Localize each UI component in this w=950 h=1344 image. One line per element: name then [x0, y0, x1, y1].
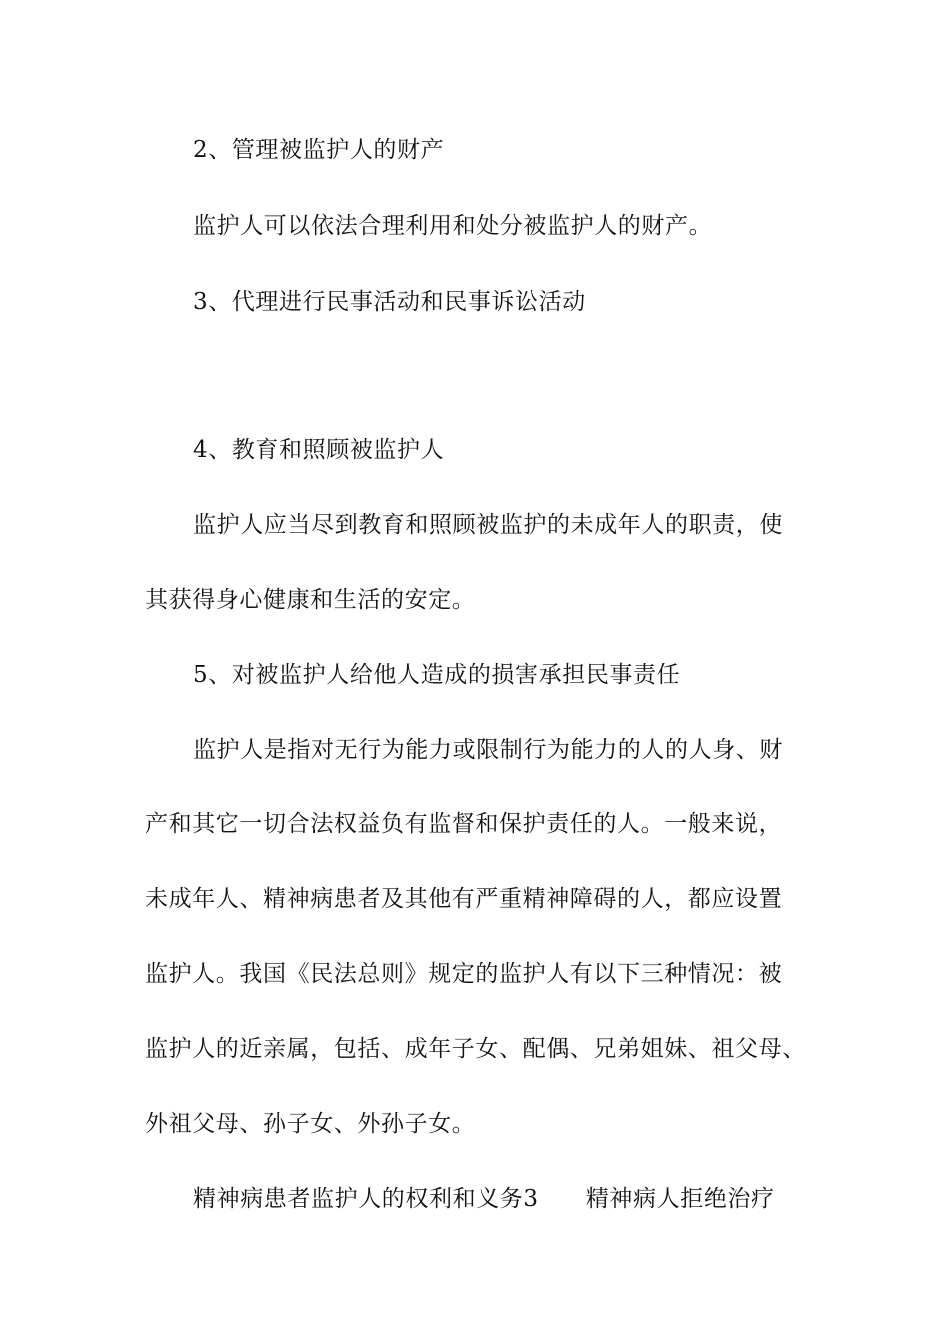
paragraph-line: 产和其它一切合法权益负有监督和保护责任的人。一般来说， — [145, 811, 783, 837]
section-heading-2: 2、管理被监护人的财产 — [193, 137, 445, 163]
section-heading-4: 4、教育和照顾被监护人 — [193, 437, 445, 463]
section-heading-3: 3、代理进行民事活动和民事诉讼活动 — [193, 289, 586, 315]
paragraph-line: 未成年人、精神病患者及其他有严重精神障碍的人，都应设置 — [145, 886, 783, 912]
paragraph-line: 监护人的近亲属，包括、成年子女、配偶、兄弟姐妹、祖父母、 — [145, 1036, 806, 1062]
paragraph-line: 外祖父母、孙子女、外孙子女。 — [145, 1111, 476, 1137]
section-heading-5: 5、对被监护人给他人造成的损害承担民事责任 — [193, 662, 681, 688]
paragraph-line: 监护人可以依法合理利用和处分被监护人的财产。 — [193, 213, 713, 239]
paragraph-line: 监护人是指对无行为能力或限制行为能力的人的人身、财 — [193, 737, 783, 763]
next-section-title: 精神病患者监护人的权利和义务3 精神病人拒绝治疗 — [193, 1186, 775, 1212]
paragraph-line: 其获得身心健康和生活的安定。 — [145, 587, 476, 613]
paragraph-line: 监护人应当尽到教育和照顾被监护的未成年人的职责，使 — [193, 512, 783, 538]
paragraph-line: 监护人。我国《民法总则》规定的监护人有以下三种情况：被 — [145, 961, 783, 987]
